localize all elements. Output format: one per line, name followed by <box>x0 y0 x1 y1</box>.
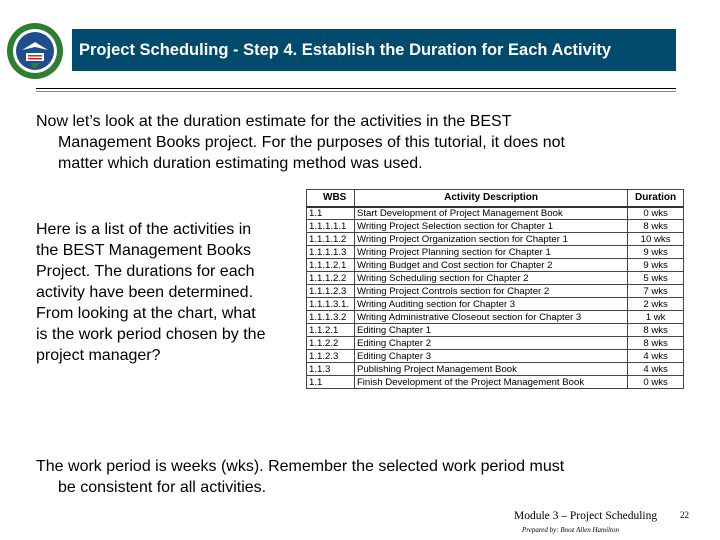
table-row <box>307 337 684 350</box>
slide-title: Project Scheduling - Step 4. Establish the Duration for Each Activity <box>72 29 676 71</box>
wbs-cell: 1.1.3 <box>307 363 355 376</box>
activity-cell: Writing Project Planning section for Chapter 1 <box>354 246 627 259</box>
table-row <box>307 376 684 389</box>
table-row <box>307 233 684 246</box>
duration-cell: 9 wks <box>628 259 684 272</box>
question-line: the BEST Management Books <box>36 242 251 259</box>
header-duration: Duration <box>628 190 684 207</box>
footer-module: Module 3 – Project Scheduling <box>514 510 658 522</box>
wbs-cell: 1.1.1.3.1. <box>307 298 355 311</box>
answer-line: be consistent for all activities. <box>58 479 267 496</box>
duration-cell: 9 wks <box>628 246 684 259</box>
activity-cell: Writing Project Controls section for Chapter 2 <box>354 285 627 298</box>
doe-seal-icon <box>6 22 64 80</box>
activity-cell: Writing Scheduling section for Chapter 2 <box>354 272 627 285</box>
table-row <box>307 311 684 324</box>
duration-cell: 1 wk <box>628 311 684 324</box>
activity-cell: Writing Project Organization section for Chapter 1 <box>354 233 627 246</box>
question-line: Here is a list of the activities in <box>36 221 252 238</box>
wbs-cell: 1.1.1.3.2 <box>307 311 355 324</box>
duration-cell: 7 wks <box>628 285 684 298</box>
table-row <box>307 259 684 272</box>
intro-line: matter which duration estimating method was used. <box>58 155 423 172</box>
intro-line: Management Books project. For the purposes of this tutorial, it does not <box>58 134 565 151</box>
activity-cell: Editing Chapter 1 <box>354 324 627 337</box>
wbs-cell: 1.1 <box>307 207 355 220</box>
question-line: Project. The durations for each <box>36 263 255 280</box>
activity-cell: Writing Administrative Closeout section for Chapter 3 <box>354 311 627 324</box>
duration-cell: 10 wks <box>628 233 684 246</box>
wbs-cell: 1.1.1.2.3 <box>307 285 355 298</box>
activity-duration-table <box>306 189 684 389</box>
header-wbs: WBS <box>307 190 355 207</box>
duration-cell: 8 wks <box>628 324 684 337</box>
answer-line: The work period is weeks (wks). Remember the selected work period must <box>36 458 565 475</box>
title-underline-secondary <box>36 91 676 92</box>
activity-cell: Editing Chapter 3 <box>354 350 627 363</box>
wbs-cell: 1.1.2.2 <box>307 337 355 350</box>
activity-cell: Writing Project Selection section for Chapter 1 <box>354 220 627 233</box>
wbs-cell: 1.1.1.1.2 <box>307 233 355 246</box>
question-line: activity have been determined. <box>36 284 254 301</box>
answer-paragraph <box>36 456 696 498</box>
activity-cell: Start Development of Project Management Book <box>354 207 627 220</box>
duration-cell: 0 wks <box>628 207 684 220</box>
table-row <box>307 246 684 259</box>
duration-cell: 8 wks <box>628 337 684 350</box>
table-row <box>307 298 684 311</box>
table-row <box>307 272 684 285</box>
duration-cell: 0 wks <box>628 376 684 389</box>
table-row <box>307 220 684 233</box>
wbs-cell: 1.1 <box>307 376 355 389</box>
wbs-cell: 1.1.1.2.1 <box>307 259 355 272</box>
header-activity-description: Activity Description <box>354 190 627 207</box>
question-line: From looking at the chart, what <box>36 305 256 322</box>
table-row <box>307 350 684 363</box>
table-row <box>307 285 684 298</box>
duration-cell: 2 wks <box>628 298 684 311</box>
duration-cell: 4 wks <box>628 350 684 363</box>
wbs-cell: 1.1.1.1.3 <box>307 246 355 259</box>
activity-cell: Publishing Project Management Book <box>354 363 627 376</box>
table-row <box>307 324 684 337</box>
question-paragraph <box>36 219 306 366</box>
table-row <box>307 363 684 376</box>
duration-cell: 8 wks <box>628 220 684 233</box>
intro-line: Now let’s look at the duration estimate for the activities in the BEST <box>36 113 512 130</box>
activity-cell: Writing Budget and Cost section for Chapter 2 <box>354 259 627 272</box>
table-row <box>307 207 684 220</box>
wbs-cell: 1.1.1.1.1 <box>307 220 355 233</box>
table-header-row <box>307 190 684 207</box>
page-number: 22 <box>680 510 689 520</box>
title-underline <box>36 88 676 89</box>
activity-cell: Finish Development of the Project Management Book <box>354 376 627 389</box>
duration-cell: 4 wks <box>628 363 684 376</box>
question-line: project manager? <box>36 347 161 364</box>
question-line: is the work period chosen by the <box>36 326 266 343</box>
wbs-cell: 1.1.1.2.2 <box>307 272 355 285</box>
duration-cell: 5 wks <box>628 272 684 285</box>
footer-prepared-by: Prepared by: Booz Allen Hamilton <box>522 526 619 534</box>
activity-cell: Editing Chapter 2 <box>354 337 627 350</box>
intro-paragraph <box>36 111 686 174</box>
wbs-cell: 1.1.2.3 <box>307 350 355 363</box>
activity-cell: Writing Auditing section for Chapter 3 <box>354 298 627 311</box>
wbs-cell: 1.1.2.1 <box>307 324 355 337</box>
